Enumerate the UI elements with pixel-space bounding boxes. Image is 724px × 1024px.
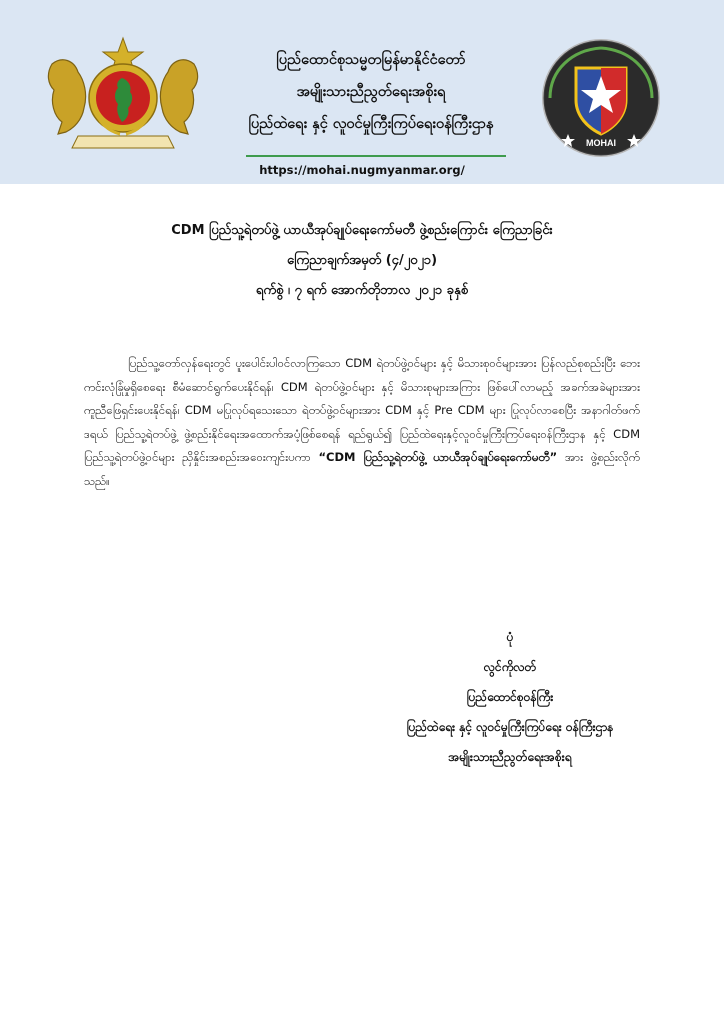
announcement-date: ရက်စွဲ ၊ ၇ ရက် အောက်တိုဘာလ ၂၀၂၁ ခုနှစ် [255,283,469,298]
signature-mark: ပုံ [506,630,514,644]
mohai-logo-icon [526,36,676,160]
org-name-government: အမျိုးသားညီညွတ်ရေးအစိုးရ [296,84,446,100]
signatory-name: လွင်ကိုလတ် [483,660,537,674]
ministry-url[interactable]: https://mohai.nugmyanmar.org/ [259,163,465,177]
committee-name: “CDM ပြည်သူ့ရဲတပ်ဖွဲ့ ယာယီအုပ်ချုပ်ရေးကော်မတီ” [318,450,558,464]
header-divider [246,155,506,157]
signatory-government: အမျိုးသားညီညွတ်ရေးအစိုးရ [448,750,572,764]
letterhead-text [226,44,516,140]
announcement-body [84,352,640,493]
signatory-title: ပြည်ထောင်စုဝန်ကြီး [466,690,554,704]
body-text: ပြည်သူ့တော်လှန်ရေးတွင် ပူးပေါင်းပါဝင်လာကြသော CDM ရဲတပ်ဖွဲ့ဝင်များ နှင့် မိသားစုဝင်များအား ပြန်လည်စုစည်းပြီး ဘေးကင်းလုံခြုံမှုရှိစေရေး စီမံဆောင်ရွက်ပေးနိုင်ရန်၊ CDM ရဲတပ်ဖွဲ့ဝင်များ နှင့် မိသားစုများအကြား ဖြစ်ပေါ်လာမည့် အခက်အခဲများအား ကူညီဖြေရှင်းပေးနိုင်ရန်၊ CDM မပြုလုပ်ရသေးသော ရဲတပ်ဖွဲ့ဝင်များအား CDM နှင့် Pre CDM များ ပြုလုပ်လာစေပြီး အနာဂါတ်ဖက်ဒရယ် ပြည်သူ့ရဲတပ်ဖွဲ့ ဖွဲ့စည်းနိုင်ရေးအထောက်အပံ့ဖြစ်စေရန် ရည်ရွယ်၍ ပြည်ထဲရေးနှင့်လူဝင်မှုကြီးကြပ်ရေးဝန်ကြီးဌာန နှင့် CDM ပြည်သူ့ရဲတပ်ဖွဲ့ဝင်များ ညှိနှိုင်းအစည်းအဝေးကျင်းပကာ [84,356,640,464]
announcement-heading [40,216,684,306]
letterhead [0,0,724,184]
signatory-ministry: ပြည်ထဲရေး နှင့် လူဝင်မှုကြီးကြပ်ရေး ဝန်ကြီးဌာန [406,720,614,734]
body-closing: အား ဖွဲ့စည်းလိုက်သည်။ [84,450,640,488]
announcement-number: ကြေညာချက်အမှတ် (၄/၂၀၂၁) [286,253,438,268]
org-name-ministry: ပြည်ထဲရေး နှင့် လူဝင်မှုကြီးကြပ်ရေးဝန်ကြီးဌာန [248,116,494,132]
state-emblem-icon [44,36,202,158]
announcement-title: CDM ပြည်သူ့ရဲတပ်ဖွဲ့ ယာယီအုပ်ချုပ်ရေးကော်မတီ ဖွဲ့စည်းကြောင်း ကြေညာခြင်း [171,223,553,238]
logo-label: MOHAI [586,138,616,148]
org-name-union: ပြည်ထောင်စုသမ္မတမြန်မာနိုင်ငံတော် [276,52,466,68]
signature-block [360,622,660,772]
